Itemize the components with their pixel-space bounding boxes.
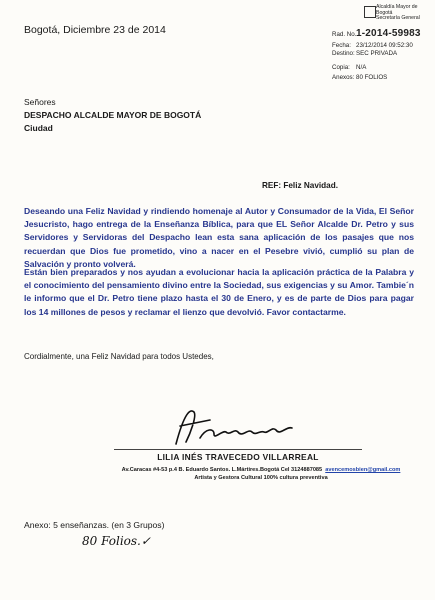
stamp-anexos-row: Anexos: 80 FOLIOS: [332, 74, 388, 81]
contact-email-link[interactable]: avencemosbien@gmail.com: [325, 467, 401, 473]
handwritten-signature: [170, 404, 300, 450]
annex-line: Anexo: 5 enseñanzas. (en 3 Grupos): [24, 520, 165, 530]
handwritten-folios-note: 80 Folios.✓: [82, 534, 151, 548]
body-paragraph-1: Deseando una Feliz Navidad y rindiendo homenaje al Autor y Consumador de la Vida, El Señor Jesucristo, hago entrega de la Enseñanza Bíblica, para que EL Señor Alcalde Dr. Petro y sus Servidores y Servidoras del Despacho lean esta sana aplicación de los pasajes que nos recuerdan que Dios fue prometido, vino a nacer en el Pesebre vivió, cumplió su plan de Salvación y pronto volverá.: [24, 206, 414, 269]
signature-line: [114, 449, 362, 450]
stamp-copia-row: Copia: N/A: [332, 64, 367, 71]
stamp-fecha-row: Fecha: 23/12/2014 09:52:30: [332, 42, 413, 49]
body-paragraph-2: Están bien preparados y nos ayudan a evolucionar hacia la aplicación práctica de la Palabra y el conocimiento del pensamiento divino entre la Sociedad, sus exigencias y su Amor. Tambie´n le informo que el Dr. Petro tiene plazo hasta el 30 de Enero, y es de parte de Dios para pagar los 14 millones de pesos y reclamar el lienzo que devolvió. Favor contactarme.: [24, 267, 414, 317]
stamp-rad-row: Rad. No.1-2014-59983: [332, 28, 421, 39]
addressee-office: DESPACHO ALCALDE MAYOR DE BOGOTÁ: [24, 110, 202, 120]
addressee-block: Señores DESPACHO ALCALDE MAYOR DE BOGOTÁ Ciudad: [24, 97, 202, 133]
signer-contact: Av.Caracas #4-53 p.4 B. Eduardo Santos. L.Mártires.Bogotá Cel 3124887085 avencemosbien@gmail.com Artista y Gestora Cultural 100% cultura preventiva: [121, 467, 401, 481]
coat-of-arms-icon: [364, 6, 376, 18]
stamp-destino-row: Destino:SEC PRIVADA: [332, 50, 398, 57]
signer-name: LILIA INÉS TRAVECEDO VILLARREAL: [157, 452, 319, 462]
stamp-rad-number: 1-2014-59983: [356, 28, 421, 39]
letter-date: Bogotá, Diciembre 23 de 2014: [24, 24, 166, 36]
closing-line: Cordialmente, una Feliz Navidad para todos Ustedes,: [24, 352, 214, 361]
stamp-organization: Alcaldía Mayor de Bogotá Secretaría General: [376, 4, 420, 22]
reference-line: REF: Feliz Navidad.: [262, 181, 338, 190]
